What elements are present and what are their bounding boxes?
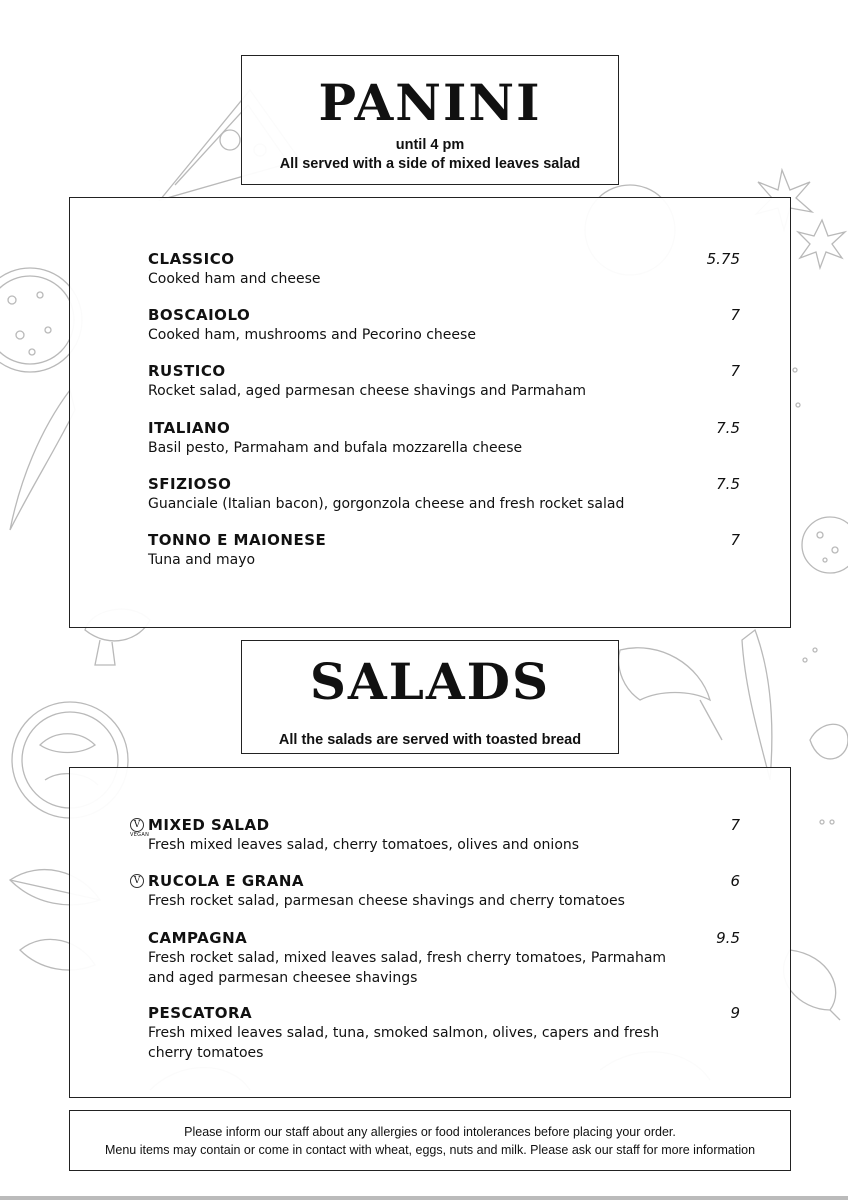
salads-header xyxy=(241,640,619,754)
menu-item-name: ITALIANO xyxy=(148,419,231,437)
menu-item xyxy=(148,362,740,401)
menu-item-description: Cooked ham, mushrooms and Pecorino cheese xyxy=(148,327,476,343)
menu-item-name: CAMPAGNA xyxy=(148,929,248,947)
menu-item-name: PESCATORA xyxy=(148,1004,253,1022)
menu-item xyxy=(148,929,740,988)
menu-item-name: RUCOLA E GRANA xyxy=(148,872,304,890)
menu-item-price: 9 xyxy=(730,1004,740,1022)
menu-item-name: CLASSICO xyxy=(148,250,235,268)
menu-item-price: 7 xyxy=(730,306,740,324)
menu-item-name: MIXED SALAD xyxy=(148,816,270,834)
menu-item-price: 7.5 xyxy=(716,419,740,437)
menu-item-price: 7 xyxy=(730,362,740,380)
menu-item xyxy=(148,306,740,345)
menu-item-description: Cooked ham and cheese xyxy=(148,271,321,287)
menu-item xyxy=(148,1004,740,1063)
panini-menu-box xyxy=(69,197,791,628)
allergy-notice-line: Please inform our staff about any allergies or food intolerances before placing your order. xyxy=(184,1125,676,1139)
panini-subtitle-hours: until 4 pm xyxy=(395,137,465,153)
menu-item-description: Rocket salad, aged parmesan cheese shavings and Parmaham xyxy=(148,383,587,399)
salads-menu-box xyxy=(69,767,791,1098)
menu-item xyxy=(130,816,740,855)
vegan-icon: V xyxy=(130,872,144,894)
menu-item-description: Fresh rocket salad, parmesan cheese shavings and cherry tomatoes xyxy=(148,893,625,909)
menu-item-description: Tuna and mayo xyxy=(148,552,256,568)
menu-item xyxy=(133,872,740,911)
menu-item-description: Fresh mixed leaves salad, tuna, smoked salmon, olives, capers and fresh cherry tomatoes xyxy=(148,1025,660,1061)
menu-item-price: 7.5 xyxy=(716,475,740,493)
menu-item-description: Basil pesto, Parmaham and bufala mozzarella cheese xyxy=(148,440,523,456)
panini-header xyxy=(241,55,619,185)
menu-item-name: TONNO E MAIONESE xyxy=(148,531,327,549)
panini-title: PANINI xyxy=(318,73,542,132)
menu-item-name: BOSCAIOLO xyxy=(148,306,251,324)
menu-item-name: SFIZIOSO xyxy=(148,475,232,493)
allergen-info-line: Menu items may contain or come in contact with wheat, eggs, nuts and milk. Please ask our staff for more information xyxy=(104,1143,756,1157)
menu-item-description: Fresh mixed leaves salad, cherry tomatoes, olives and onions xyxy=(148,837,580,853)
menu-item xyxy=(148,531,740,570)
salads-subtitle: All the salads are served with toasted bread xyxy=(278,732,582,748)
menu-item-description: Fresh rocket salad, mixed leaves salad, fresh cherry tomatoes, Parmaham and aged parmesan cheesee shavings xyxy=(148,950,667,986)
menu-item-price: 7 xyxy=(730,531,740,549)
menu-item-description: Guanciale (Italian bacon), gorgonzola cheese and fresh rocket salad xyxy=(148,496,625,512)
menu-item xyxy=(148,250,740,289)
menu-item-price: 5.75 xyxy=(706,250,740,268)
allergy-notice xyxy=(69,1110,791,1171)
menu-item-name: RUSTICO xyxy=(148,362,226,380)
menu-item-price: 7 xyxy=(730,816,740,834)
panini-subtitle-side: All served with a side of mixed leaves salad xyxy=(279,156,581,172)
menu-item xyxy=(148,475,740,514)
menu-item xyxy=(148,419,740,458)
vegan-icon: V VEGAN xyxy=(130,820,150,838)
menu-item-price: 9.5 xyxy=(716,929,740,947)
salads-title: SALADS xyxy=(309,652,551,711)
bottom-rule xyxy=(0,1196,848,1200)
menu-item-price: 6 xyxy=(730,872,740,890)
